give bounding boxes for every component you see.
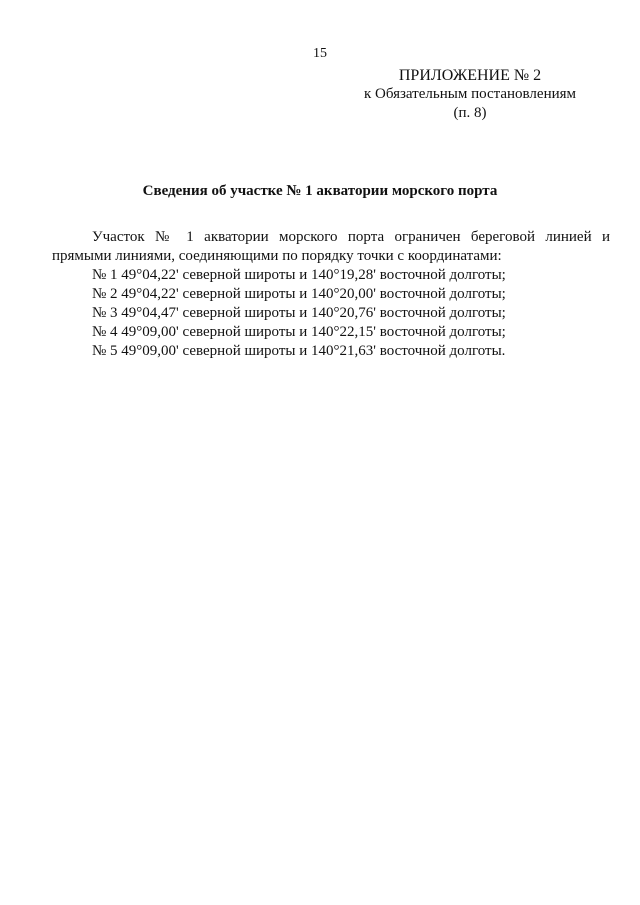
intro-line-2: прямыми линиями, соединяющими по порядку точки с координатами: (52, 248, 502, 264)
coordinate-point-3: № 3 49°04,47' северной широты и 140°20,76' восточной долготы; (92, 305, 506, 321)
section-heading: Сведения об участке № 1 акватории морского порта (142, 183, 498, 199)
appendix-clause: (п. 8) (453, 105, 487, 121)
coordinate-point-1: № 1 49°04,22' северной широты и 140°19,28' восточной долготы; (92, 267, 506, 283)
coordinate-list (92, 266, 610, 361)
coordinate-point-2: № 2 49°04,22' северной широты и 140°20,00' восточной долготы; (92, 286, 506, 302)
intro-line-1: Участок № 1 акватории морского порта ограничен береговой линией и (92, 229, 610, 245)
appendix-header (340, 66, 600, 123)
appendix-title: ПРИЛОЖЕНИЕ № 2 (398, 67, 542, 84)
document-body (52, 228, 610, 361)
coordinate-point-5: № 5 49°09,00' северной широты и 140°21,63' восточной долготы. (92, 343, 506, 359)
page-number: 15 (313, 46, 327, 61)
appendix-subtitle: к Обязательным постановлениям (363, 86, 577, 102)
coordinate-point-4: № 4 49°09,00' северной широты и 140°22,15' восточной долготы; (92, 324, 506, 340)
